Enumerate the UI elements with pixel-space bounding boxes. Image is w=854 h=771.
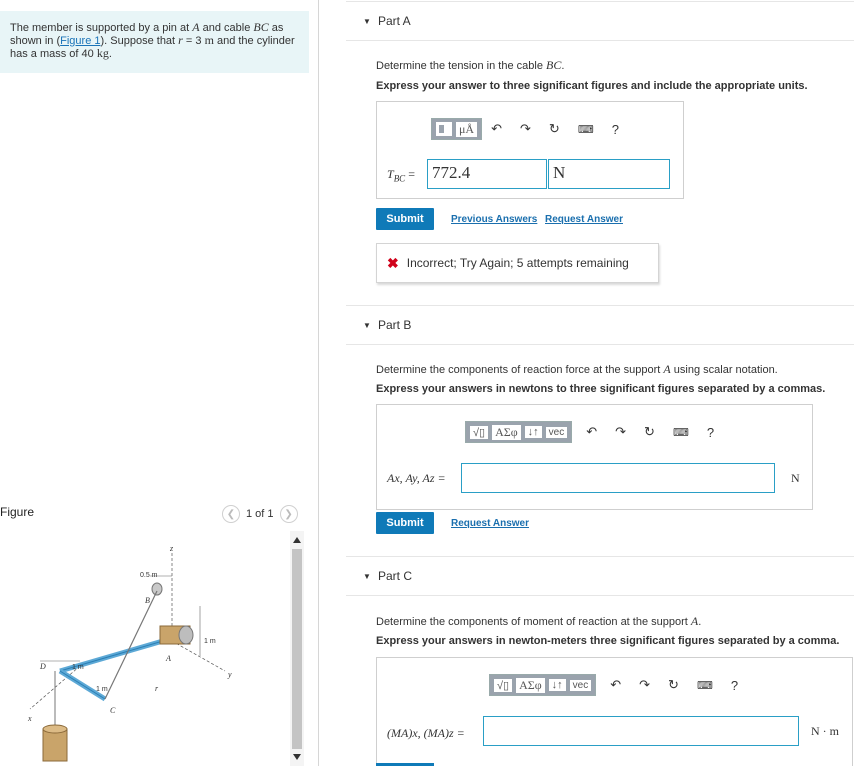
vec-button[interactable]: vec [546, 427, 568, 438]
equals: = [405, 167, 415, 181]
part-b-title: Part B [378, 318, 412, 332]
y-label: y [228, 670, 232, 679]
question-text: Determine the tension in the cable [376, 60, 546, 72]
vec-button[interactable]: vec [570, 680, 592, 691]
part-c-answer-box [376, 657, 853, 766]
next-figure-button[interactable] [280, 505, 298, 523]
part-c-header[interactable] [346, 556, 854, 596]
cable-variable: BC [253, 20, 269, 34]
feedback-message [376, 243, 659, 283]
part-c-question [376, 614, 701, 629]
math-group [465, 421, 572, 443]
question-text: Determine the components of moment of reaction at the support [376, 616, 691, 628]
part-a-answer-box [376, 101, 684, 199]
tbc-unit-input[interactable]: N [548, 159, 670, 189]
part-b-answer-box [376, 404, 813, 510]
previous-answers-link[interactable]: Previous Answers [451, 214, 538, 225]
part-b-toolbar [465, 421, 723, 443]
undo-icon[interactable]: ↶ [610, 677, 622, 692]
collapse-triangle-icon: ▼ [363, 320, 371, 330]
reset-icon[interactable]: ↻ [548, 121, 560, 136]
problem-statement [0, 11, 309, 73]
tbc-label [387, 167, 415, 183]
newton-unit: N [791, 471, 800, 485]
unit-text: m [204, 33, 214, 47]
subscript-button[interactable]: ↓↑ [525, 426, 542, 438]
part-b-submit-button[interactable]: Submit [376, 512, 434, 534]
part-a-instruction: Express your answer to three significant figures and include the appropriate units. [376, 80, 808, 92]
var-sub: BC [393, 173, 406, 184]
problem-text: = 3 [182, 35, 205, 47]
chevron-right-icon: ❯ [284, 508, 293, 520]
greek-button[interactable]: ΑΣφ [492, 425, 521, 440]
redo-icon[interactable]: ↷ [615, 424, 627, 439]
template-group [431, 118, 482, 140]
part-a-submit-button[interactable]: Submit [376, 208, 434, 230]
left-panel [0, 0, 319, 766]
part-b-question [376, 362, 778, 377]
question-text: using scalar notation. [670, 364, 778, 376]
problem-text: and the cylinder has a mass of 40 [10, 35, 295, 60]
figure-link[interactable]: Figure 1 [60, 35, 101, 47]
collapse-triangle-icon: ▼ [363, 16, 371, 26]
r-variable: r [178, 33, 183, 47]
part-c-title: Part C [378, 569, 413, 583]
figure-label: Figure [0, 505, 35, 519]
problem-text: . [108, 48, 112, 60]
point-a-label: A [166, 654, 171, 663]
point-b-label: B [145, 596, 150, 605]
pin-variable: A [192, 20, 200, 34]
prev-figure-button[interactable] [222, 505, 240, 523]
r-label: r [155, 684, 159, 693]
problem-text: The member is supported by a pin at [10, 22, 193, 34]
point-c-label: C [110, 706, 116, 715]
request-answer-link-b[interactable]: Request Answer [451, 518, 529, 529]
keyboard-icon[interactable]: ⌨ [577, 123, 594, 136]
scroll-thumb[interactable] [292, 549, 302, 749]
part-b-instruction: Express your answers in newtons to three significant figures separated by a commas. [376, 383, 826, 395]
z-label: z [170, 544, 174, 553]
question-text: Determine the components of reaction force at the support [376, 364, 664, 376]
problem-text: and cable [199, 22, 254, 34]
reset-icon[interactable]: ↻ [644, 424, 655, 439]
undo-icon[interactable]: ↶ [491, 121, 503, 136]
question-text: . [698, 616, 702, 628]
part-a-title: Part A [378, 14, 411, 28]
pager-text: 1 of 1 [246, 508, 274, 520]
dim-label: 1 m [96, 686, 108, 693]
x-label: x [28, 714, 32, 723]
units-button[interactable]: μÅ [456, 122, 477, 137]
template-icon[interactable] [436, 122, 452, 136]
question-variable: A [663, 362, 671, 376]
ax-ay-az-label: Ax, Ay, Az = [387, 471, 446, 485]
dim-label: 1 m [72, 664, 84, 671]
help-button[interactable]: ? [730, 677, 739, 693]
feedback-text: Incorrect; Try Again; 5 attempts remaining [406, 256, 629, 270]
chevron-left-icon: ❮ [226, 508, 236, 520]
error-x-icon: ✖ [387, 254, 399, 271]
part-a-question: Determine the tension in the cable BC. [376, 58, 565, 72]
help-button[interactable]: ? [611, 121, 619, 137]
redo-icon[interactable]: ↷ [520, 121, 531, 136]
dim-label: 0.5 m [140, 572, 158, 579]
question-variable: BC [546, 58, 562, 72]
problem-text: as shown in ( [10, 22, 284, 47]
unit-text: kg [96, 46, 109, 60]
problem-text: ). Suppose that [100, 35, 179, 47]
keyboard-icon[interactable]: ⌨ [672, 426, 689, 439]
undo-icon[interactable]: ↶ [586, 424, 598, 439]
part-c-toolbar [489, 674, 747, 696]
figure-pager [222, 505, 298, 523]
subscript-button[interactable]: ↓↑ [549, 679, 566, 691]
request-answer-link-a[interactable]: Request Answer [545, 214, 623, 225]
keyboard-icon[interactable]: ⌨ [696, 679, 713, 692]
part-b-header[interactable] [346, 305, 854, 345]
part-c-instruction: Express your answers in newton-meters three significant figures separated by a comma. [376, 635, 840, 647]
part-a-header[interactable] [346, 1, 854, 41]
var-label: T [387, 167, 394, 181]
question-variable: A [690, 614, 699, 628]
redo-icon[interactable]: ↷ [639, 677, 651, 692]
mechanism-diagram [0, 531, 290, 766]
figure-image [0, 531, 290, 766]
dim-label: 1 m [204, 638, 216, 645]
part-a-toolbar [431, 118, 628, 140]
newton-meter-unit: N · m [811, 724, 839, 738]
ax-ay-az-input[interactable] [461, 463, 775, 493]
reset-icon[interactable]: ↻ [668, 677, 679, 692]
tbc-value-input[interactable]: 772.4 [427, 159, 547, 189]
figure-scrollbar[interactable] [290, 531, 304, 766]
ma-label: (MA)x, (MA)z = [387, 726, 465, 740]
ma-input[interactable] [483, 716, 799, 746]
greek-button[interactable]: ΑΣφ [516, 678, 545, 693]
point-d-label: D [40, 662, 46, 671]
sqrt-button[interactable]: √▯ [494, 679, 512, 692]
sqrt-button[interactable]: √▯ [470, 426, 488, 439]
collapse-triangle-icon: ▼ [363, 571, 371, 581]
help-button[interactable]: ? [706, 424, 715, 440]
math-group [489, 674, 596, 696]
